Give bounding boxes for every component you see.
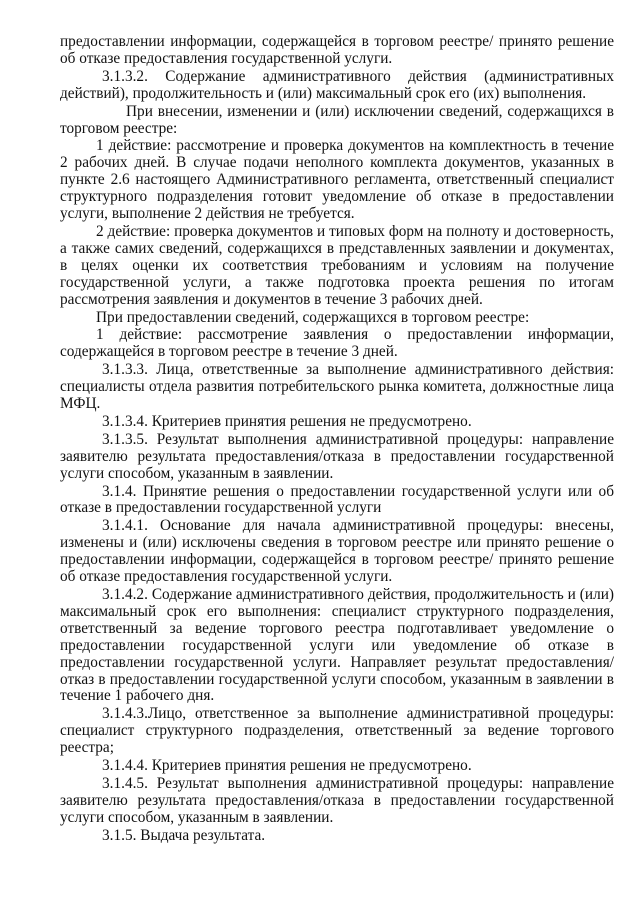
paragraph-3-1-4-4: 3.1.4.4. Критериев принятия решения не предусмотрено.	[102, 757, 472, 775]
paragraph-continuation: предоставлении информации, содержащейся в торговом реестре/ принято решение об отказе предоставления государственной услуги.	[60, 33, 614, 67]
paragraph-3-1-4-1: 3.1.4.1. Основание для начала административной процедуры: внесены, изменены и (или) исключены сведения в торговом реестре или принято решение о предоставлении информации, содержащейся в торговом реестре/ принято решение об отказе предоставления государственной услуги.	[60, 517, 614, 586]
paragraph-registry-changes: При внесении, изменении и (или) исключении сведений, содержащихся в торговом реестре:	[60, 102, 614, 137]
document-body	[60, 34, 614, 845]
paragraph-3-1-4-2: 3.1.4.2. Содержание административного действия, продолжительность и (или) максимальный срок его выполнения: специалист структурного подразделения, ответственный за ведение торгового реестра подготавливает уведомление о предоставлении государственной услуги или уведомление об отказе в предоставлении государственной услуги. Направляет результат предоставления/ отказ в предоставлении государственной услуги способом, указанным в заявлении в течение 1 рабочего дня.	[60, 586, 614, 705]
paragraph-3-1-3-2: 3.1.3.2. Содержание административного действия (административных действий), продолжительность и (или) максимальный срок его (их) выполнения.	[60, 67, 614, 102]
paragraph-action-2: 2 действие: проверка документов и типовых форм на полноту и достоверность, а также самих сведений, содержащихся в представленных заявлении и документах, в целях оценки их соответствия требованиям и условиям на получение государственной услуги, а также подготовка проекта решения по итогам рассмотрения заявления и документов в течение 3 рабочих дней.	[60, 222, 614, 308]
paragraph-3-1-3-4: 3.1.3.4. Критериев принятия решения не предусмотрено.	[102, 412, 472, 430]
paragraph-3-1-4: 3.1.4. Принятие решения о предоставлении государственной услуги или об отказе в предоставлении государственной услуги	[60, 482, 614, 517]
paragraph-info-action-1: 1 действие: рассмотрение заявления о предоставлении информации, содержащейся в торговом реестре в течение 3 дней.	[60, 326, 614, 361]
paragraph-registry-info: При предоставлении сведений, содержащихся в торговом реестре:	[96, 308, 530, 326]
paragraph-3-1-5: 3.1.5. Выдача результата.	[102, 826, 266, 844]
paragraph-action-1: 1 действие: рассмотрение и проверка документов на комплектность в течение 2 рабочих дней. В случае подачи неполного комплекта документов, указанных в пункте 2.6 настоящего Административного регламента, ответственный специалист структурного подразделения готовит уведомление об отказе в предоставлении услуги, выполнение 2 действия не требуется.	[60, 137, 614, 223]
paragraph-3-1-4-3: 3.1.4.3.Лицо, ответственное за выполнение административной процедуры: специалист структурного подразделения, ответственный за ведение торгового реестра;	[60, 705, 614, 757]
paragraph-3-1-3-5: 3.1.3.5. Результат выполнения административной процедуры: направление заявителю результата предоставления/отказа в предоставлении государственной услуги способом, указанным в заявлении.	[60, 430, 614, 482]
paragraph-3-1-4-5: 3.1.4.5. Результат выполнения административной процедуры: направление заявителю результата предоставления/отказа в предоставлении государственной услуги способом, указанным в заявлении.	[60, 774, 614, 826]
paragraph-3-1-3-3: 3.1.3.3. Лица, ответственные за выполнение административного действия: специалисты отдела развития потребительского рынка комитета, должностные лица МФЦ.	[60, 361, 614, 413]
